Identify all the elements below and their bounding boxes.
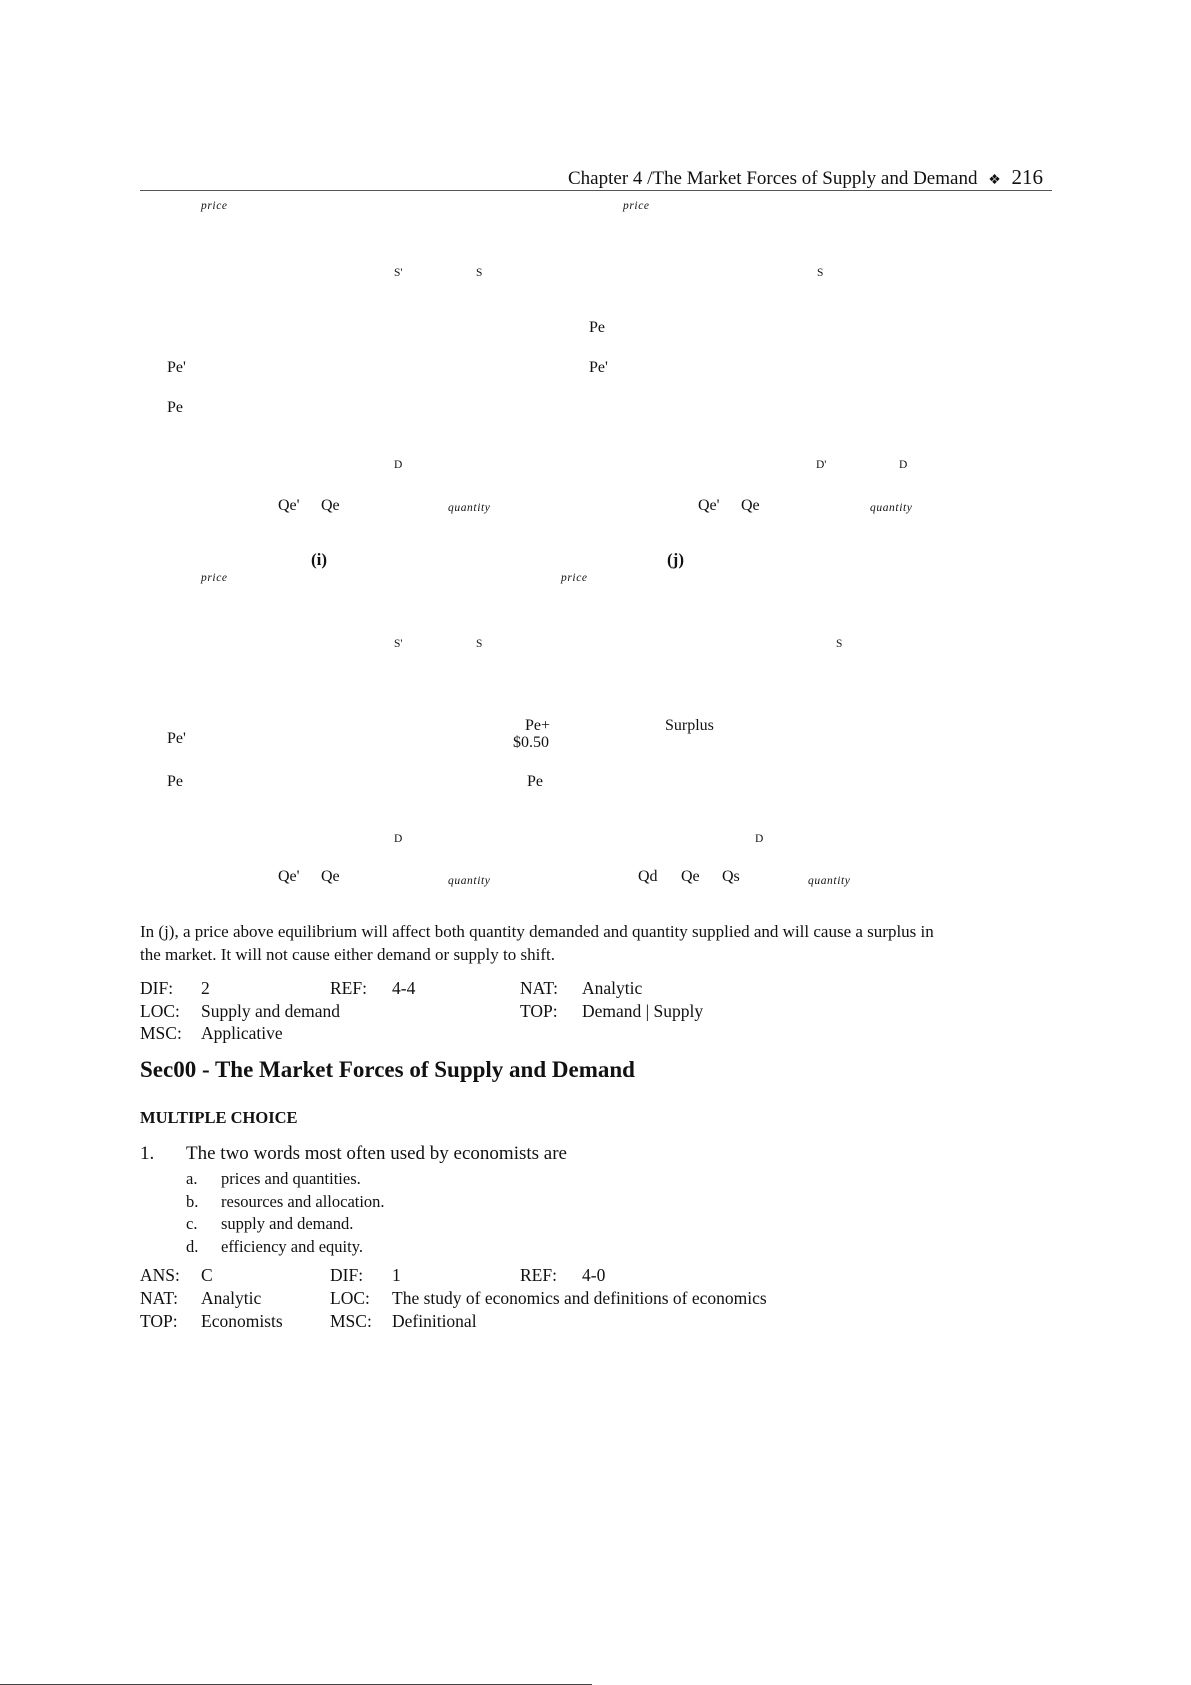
option-b-letter: b. bbox=[186, 1192, 199, 1211]
graph-l-qty-supplied-label: Qs bbox=[722, 868, 740, 885]
meta2-loc-label: LOC: bbox=[330, 1288, 370, 1308]
option-a-text: prices and quantities. bbox=[221, 1169, 361, 1188]
meta1-msc-label: MSC: bbox=[140, 1023, 182, 1043]
meta2-nat-value: Analytic bbox=[201, 1288, 262, 1308]
graph-k-qty-eq-label: Qe bbox=[321, 868, 340, 885]
explanation-line-2: the market. It will not cause either demand or supply to shift. bbox=[140, 945, 555, 964]
question-number: 1. bbox=[140, 1143, 155, 1164]
graph-l-price-eq-label: Pe bbox=[527, 773, 543, 790]
option-d-letter: d. bbox=[186, 1237, 199, 1256]
meta1-loc-label: LOC: bbox=[140, 1001, 180, 1021]
graph-k-supply-shifted-label: S' bbox=[394, 638, 403, 650]
meta1-nat-label: NAT: bbox=[520, 978, 559, 998]
question-stem: The two words most often used by economists are bbox=[186, 1143, 567, 1164]
meta1-dif-value: 2 bbox=[201, 978, 210, 998]
graph-j-demand-label: D bbox=[899, 459, 908, 471]
graph-i-price-eq-label: Pe bbox=[167, 399, 183, 416]
option-d-text: efficiency and equity. bbox=[221, 1237, 364, 1256]
meta2-dif-value: 1 bbox=[392, 1265, 401, 1285]
meta2-loc-value: The study of economics and definitions of economics bbox=[392, 1288, 767, 1308]
meta2-dif-label: DIF: bbox=[330, 1265, 364, 1285]
explanation-line-1: In (j), a price above equilibrium will affect both quantity demanded and quantity supplied and will cause a surplus in bbox=[140, 922, 934, 941]
graph-k-price-shifted-label: Pe' bbox=[167, 730, 186, 747]
meta2-ans-value: C bbox=[201, 1265, 213, 1285]
graph-l-y-axis-label: price bbox=[561, 572, 588, 584]
graph-l-price-floor-amount: $0.50 bbox=[513, 734, 549, 751]
meta1-nat-value: Analytic bbox=[582, 978, 643, 998]
meta1-loc-value: Supply and demand bbox=[201, 1001, 341, 1021]
graph-l-qty-demanded-label: Qd bbox=[638, 868, 658, 885]
graph-l-surplus-label: Surplus bbox=[665, 717, 714, 734]
graph-l-x-axis-label: quantity bbox=[808, 875, 851, 887]
graph-j-caption: (j) bbox=[667, 550, 684, 569]
meta1-top-value: Demand | Supply bbox=[582, 1001, 704, 1021]
graph-l-price-floor-label: Pe+ bbox=[525, 717, 551, 734]
graph-j-qty-shifted-label: Qe' bbox=[698, 497, 720, 514]
meta2-nat-label: NAT: bbox=[140, 1288, 179, 1308]
graph-l-qty-eq-label: Qe bbox=[681, 868, 700, 885]
running-header bbox=[568, 165, 1043, 190]
diamond-bullet-icon: ❖ bbox=[988, 173, 1001, 188]
graph-k-x-axis-label: quantity bbox=[448, 875, 491, 887]
meta2-ref-value: 4-0 bbox=[582, 1265, 606, 1285]
meta2-msc-label: MSC: bbox=[330, 1311, 372, 1331]
graph-j-price-shifted-label: Pe' bbox=[589, 359, 608, 376]
graph-j-qty-eq-label: Qe bbox=[741, 497, 760, 514]
meta2-msc-value: Definitional bbox=[392, 1311, 477, 1331]
option-c-letter: c. bbox=[186, 1214, 198, 1233]
graph-j-demand-shifted-label: D' bbox=[816, 459, 827, 471]
section-title: Sec00 - The Market Forces of Supply and Demand bbox=[140, 1057, 635, 1082]
graph-j-supply-label: S bbox=[817, 267, 824, 279]
graph-i-demand-label: D bbox=[394, 459, 403, 471]
graph-k-qty-shifted-label: Qe' bbox=[278, 868, 300, 885]
header-rule bbox=[140, 190, 1052, 191]
meta2-ans-label: ANS: bbox=[140, 1265, 180, 1285]
meta1-dif-label: DIF: bbox=[140, 978, 174, 998]
chapter-title: Chapter 4 /The Market Forces of Supply and Demand bbox=[568, 168, 978, 189]
graph-j-x-axis-label: quantity bbox=[870, 502, 913, 514]
meta2-ref-label: REF: bbox=[520, 1265, 557, 1285]
graph-j-price-eq-label: Pe bbox=[589, 319, 605, 336]
graph-i-qty-eq-label: Qe bbox=[321, 497, 340, 514]
graph-k-supply-label: S bbox=[476, 638, 483, 650]
graph-k-y-axis-label: price bbox=[201, 572, 228, 584]
graph-i-price-shifted-label: Pe' bbox=[167, 359, 186, 376]
graph-l-supply-label: S bbox=[836, 638, 843, 650]
graph-i-supply-shifted-label: S' bbox=[394, 267, 403, 279]
page-number: 216 bbox=[1011, 165, 1044, 189]
graph-k-demand-label: D bbox=[394, 833, 403, 845]
graph-i-supply-label: S bbox=[476, 267, 483, 279]
graph-i-y-axis-label: price bbox=[201, 200, 228, 212]
option-a-letter: a. bbox=[186, 1169, 198, 1188]
option-c-text: supply and demand. bbox=[221, 1214, 354, 1233]
graph-i-qty-shifted-label: Qe' bbox=[278, 497, 300, 514]
graph-i-x-axis-label: quantity bbox=[448, 502, 491, 514]
graph-k-price-eq-label: Pe bbox=[167, 773, 183, 790]
meta2-top-label: TOP: bbox=[140, 1311, 178, 1331]
meta1-msc-value: Applicative bbox=[201, 1023, 283, 1043]
graph-l-demand-label: D bbox=[755, 833, 764, 845]
meta2-top-value: Economists bbox=[201, 1311, 283, 1331]
meta1-ref-label: REF: bbox=[330, 978, 367, 998]
meta1-ref-value: 4-4 bbox=[392, 978, 416, 998]
graph-j-y-axis-label: price bbox=[623, 200, 650, 212]
meta1-top-label: TOP: bbox=[520, 1001, 558, 1021]
graph-i-caption: (i) bbox=[311, 550, 328, 569]
multiple-choice-heading: MULTIPLE CHOICE bbox=[140, 1108, 298, 1127]
option-b-text: resources and allocation. bbox=[221, 1192, 385, 1211]
